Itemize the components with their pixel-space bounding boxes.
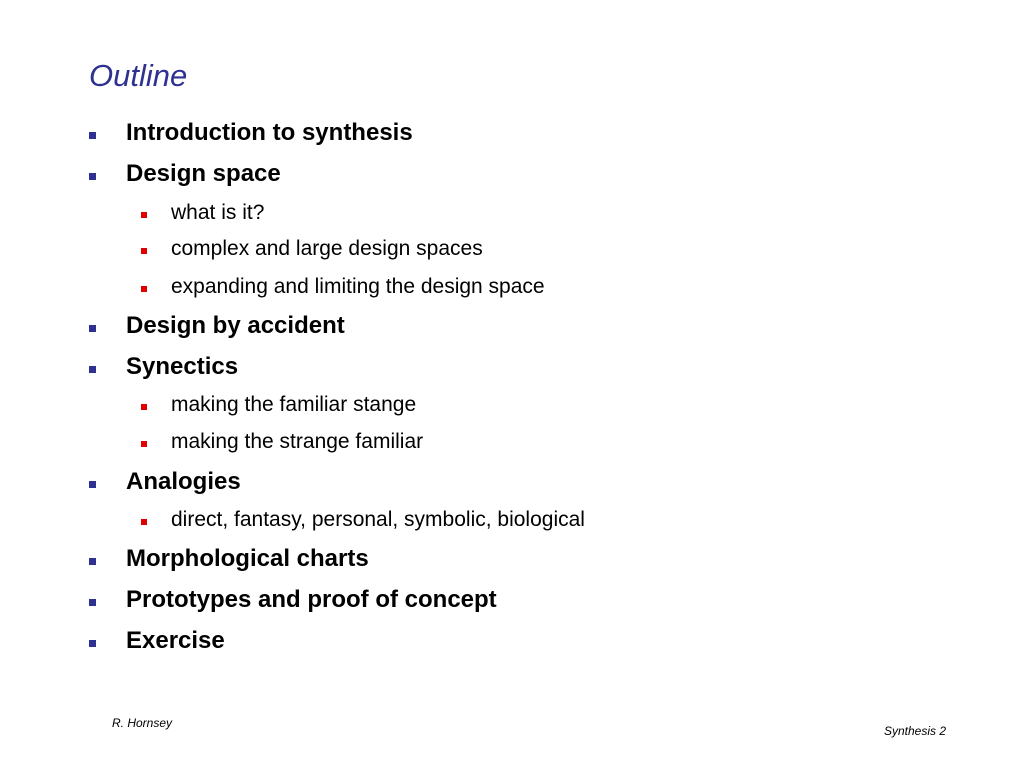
- square-bullet-icon: [89, 558, 96, 565]
- outline-item-label: Introduction to synthesis: [126, 119, 413, 146]
- outline-subitem-label: direct, fantasy, personal, symbolic, biological: [171, 508, 585, 531]
- outline-item: [126, 160, 281, 188]
- footer-page-label: Synthesis 2: [884, 724, 947, 738]
- outline-subitem: [171, 430, 423, 454]
- square-bullet-icon: [89, 366, 96, 373]
- outline-subitem: [171, 275, 545, 299]
- outline-item: [126, 119, 413, 147]
- outline-subitem-label: what is it?: [171, 201, 265, 224]
- square-bullet-icon: [141, 248, 147, 254]
- outline-item-label: Design space: [126, 160, 281, 187]
- square-bullet-icon: [89, 640, 96, 647]
- outline-item-label: Analogies: [126, 468, 241, 495]
- square-bullet-icon: [141, 404, 147, 410]
- square-bullet-icon: [89, 599, 96, 606]
- outline-subitem-label: expanding and limiting the design space: [171, 275, 545, 298]
- outline-subitem: [171, 508, 585, 532]
- outline-item-label: Design by accident: [126, 312, 345, 339]
- square-bullet-icon: [89, 481, 96, 488]
- outline-item-label: Morphological charts: [126, 545, 369, 572]
- square-bullet-icon: [141, 286, 147, 292]
- slide-title: Outline: [89, 58, 188, 93]
- outline-subitem: [171, 201, 264, 225]
- outline-item: [126, 468, 241, 496]
- outline-subitem-label: making the familiar stange: [171, 393, 417, 416]
- outline-item: [126, 627, 225, 655]
- outline-item: [126, 586, 497, 614]
- outline-item: [126, 312, 345, 340]
- outline-item-label: Synectics: [126, 353, 239, 380]
- outline-subitem-label: complex and large design spaces: [171, 237, 483, 260]
- outline-subitem: [171, 393, 416, 417]
- square-bullet-icon: [141, 441, 147, 447]
- square-bullet-icon: [141, 212, 147, 218]
- outline-item-label: Exercise: [126, 627, 225, 654]
- outline-item-label: Prototypes and proof of concept: [126, 586, 497, 613]
- outline-subitem: [171, 237, 483, 261]
- square-bullet-icon: [89, 132, 96, 139]
- footer-author: R. Hornsey: [112, 716, 173, 730]
- outline-item: [126, 545, 369, 573]
- square-bullet-icon: [89, 325, 96, 332]
- outline-item: [126, 353, 238, 381]
- outline-subitem-label: making the strange familiar: [171, 430, 424, 453]
- square-bullet-icon: [141, 519, 147, 525]
- square-bullet-icon: [89, 173, 96, 180]
